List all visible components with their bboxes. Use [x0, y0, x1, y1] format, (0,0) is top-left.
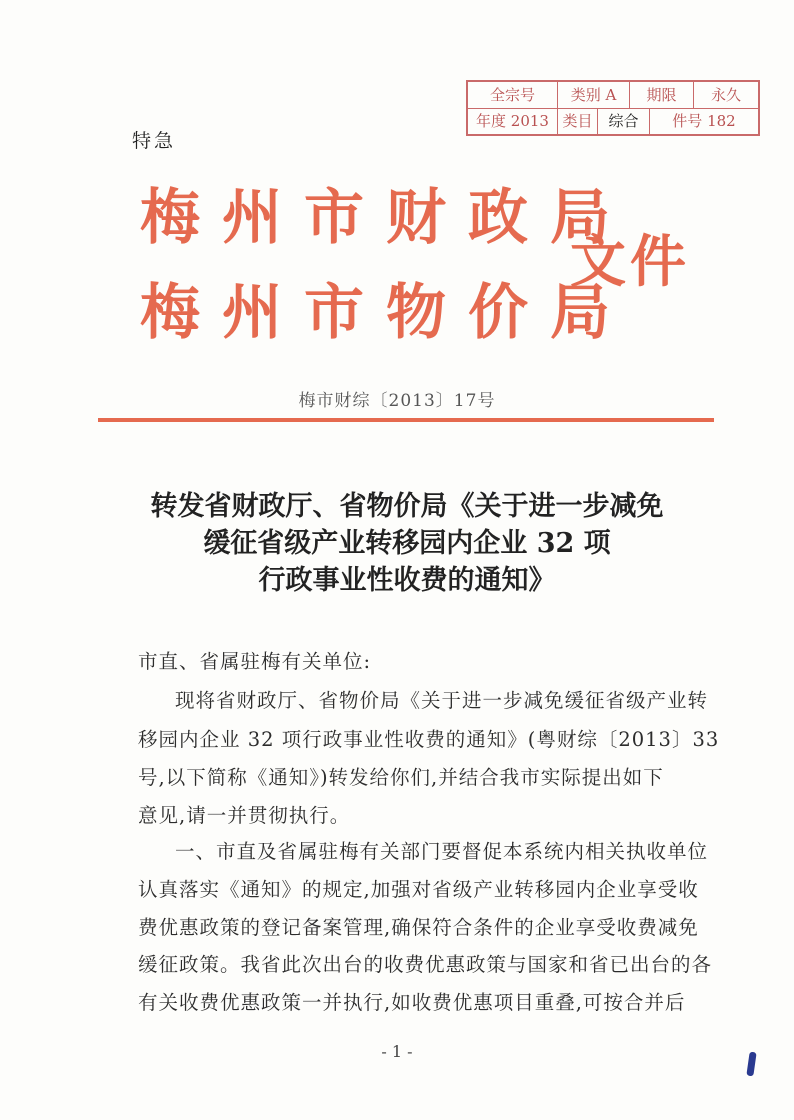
body-line: 认真落实《通知》的规定,加强对省级产业转移园内企业享受收 [138, 878, 699, 901]
stamp-cell: 类别 A [558, 82, 630, 108]
body-line: 移园内企业 32 项行政事业性收费的通知》(粤财综〔2013〕33 [138, 728, 720, 751]
issuer-finance-bureau: 梅州市财政局 [140, 183, 632, 253]
body-line: 现将省财政厅、省物价局《关于进一步减免缓征省级产业转 [175, 689, 709, 712]
body-line: 缓征政策。我省此次出台的收费优惠政策与国家和省已出台的各 [138, 953, 713, 976]
stamp-cell: 期限 [630, 82, 694, 108]
body-line: 费优惠政策的登记备案管理,确保符合条件的企业享受收费减免 [138, 916, 699, 939]
document-title-line-1: 转发省财政厅、省物价局《关于进一步减免 [150, 491, 664, 522]
document-title-line-2: 缓征省级产业转移园内企业 32 项 [203, 528, 611, 559]
body-line: 有关收费优惠政策一并执行,如收费优惠项目重叠,可按合并后 [138, 991, 686, 1014]
stamp-cell: 永久 [710, 86, 741, 104]
issuer-price-bureau: 梅州市物价局 [140, 278, 632, 348]
stamp-row-1 [468, 82, 758, 109]
body-line: 意见,请一并贯彻执行。 [138, 804, 351, 827]
stamp-row-2 [468, 108, 758, 134]
stamp-cell: 年度 2013 [468, 108, 558, 134]
body-line: 一、市直及省属驻梅有关部门要督促本系统内相关执收单位 [175, 840, 709, 863]
urgency-label: 特急 [132, 130, 177, 152]
archive-stamp [466, 80, 760, 136]
stamp-cell: 件号 182 [672, 112, 736, 130]
stamp-cell: 类目 [558, 108, 598, 134]
stamp-cell: 全宗号 [468, 82, 558, 108]
header-divider [98, 418, 714, 422]
salutation: 市直、省属驻梅有关单位: [138, 650, 372, 673]
stamp-cell: 综合 [598, 108, 650, 134]
document-title-line-3: 行政事业性收费的通知》 [258, 565, 556, 596]
document-type-label: 文件 [570, 229, 690, 295]
body-line: 号,以下简称《通知》)转发给你们,并结合我市实际提出如下 [138, 766, 664, 789]
page-number: - 1 - [381, 1042, 413, 1061]
document-number: 梅市财综〔2013〕17号 [298, 391, 496, 411]
